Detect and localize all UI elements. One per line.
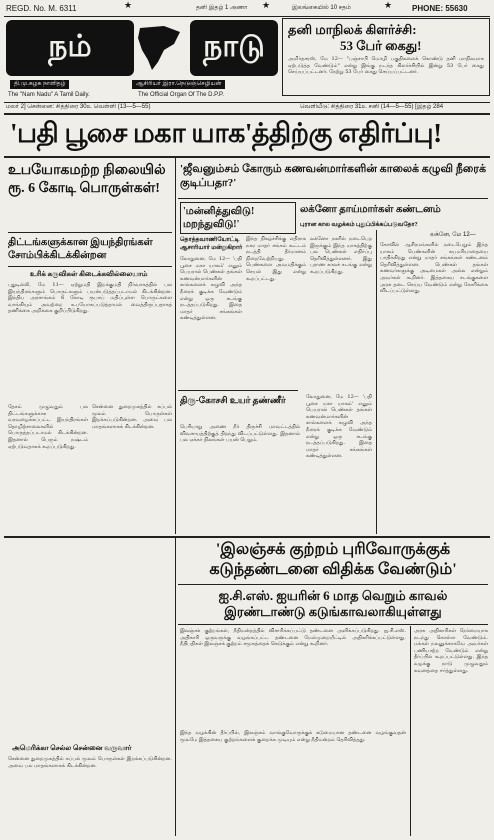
left-article-body-2: தேசம் முழுவதும் பல திட்டங்களுக்காக வரவழைக்கப்பட்ட இயந்திரங்கள் தொழிற்சாலைகளில் பொருத்தப்படாமல் கிடக்கின்றன. இதனால் பெரும் நஷ்டம் ஏற்படுவதாகக் கூறப்படுகிறது. bbox=[8, 404, 88, 450]
main-headline: 'பதி பூசை மகா யாக'த்திற்கு எதிர்ப்பு! bbox=[10, 118, 442, 148]
divider bbox=[4, 102, 490, 103]
divider bbox=[178, 390, 298, 391]
left-headline: உபயோகமற்ற நிலையில் ரூ. 6 கோடி பொருள்கள்! bbox=[8, 163, 166, 196]
center-col-a-headline: தொத்தவாணியோட்டி ஆசாரியார் மன்றுகிறார் bbox=[180, 237, 243, 251]
divider bbox=[4, 156, 490, 158]
right-article-body: கோவில் ஆசிரமங்களில் நடைபெறும் இந்த யாகம் பெண்களின் சுயமரியாதையை பாதிக்கிறது என்று மாதர் சங்கங்கள் கண்டனம் தெரிவித்துள்ளன. பெண்கள் தங்கள் கணவர்களுக்கு அடிமைகள் அல்ல என்றும் அவர்கள் கூறினர். இத்தகைய சடங்குகளை அரசு தடை செய்ய வேண்டும் என்று கோரிக்கை விடப்பட்டுள்ளது. bbox=[380, 242, 488, 295]
ceylon-price-label: இலங்கையில் 10 சதம் bbox=[292, 5, 351, 11]
top-box-headline-2: 53 பேர் கைது! bbox=[340, 38, 422, 53]
divider bbox=[4, 536, 490, 538]
lower-headline: 'இலஞ்சக் குற்றம் புரிவோருக்குக் கடுந்தண்டனை விதிக்க வேண்டும்' bbox=[209, 541, 457, 578]
masthead-logo-right: நாடு bbox=[190, 20, 278, 76]
top-box-headline-1: தனி மாநிலக் கிளர்ச்சி: bbox=[288, 22, 417, 37]
lower-article-body: இலஞ்சக் குற்றங்கள், நீதிமன்றத்தில் விசாரிக்கப்பட்டு தண்டனை அளிக்கப்படுகிறது. ஐ.சி.எஸ். அதிகாரி ஒருவருக்கு வழங்கப்பட்ட தண்டனை மேல்முறையீட்டில் அதிகரிக்கப்பட்டுள்ளது. நீதிபதிகள் இலஞ்சக் குற்றம் சமூகத்தைக் கெடுக்கும் என்று கூறினர். bbox=[180, 628, 406, 648]
center-subheadline-2: லக்னோ தாய்மார்கள் கண்டனம் bbox=[300, 204, 441, 215]
divider bbox=[178, 198, 488, 199]
divider bbox=[178, 584, 488, 585]
divider bbox=[8, 232, 172, 233]
center-col-a-body: லோதுனை, மே 12— 'பதி பூசை மகா யாகம்' எனும் பெயரால் பெண்கள் தங்கள் கணவன்மார்களின் கால்களைக் கழுவி அந்த நீரைக் குடிக்க வேண்டும் என்று ஒரு சடங்கு நடத்தப்படுகிறது. இதை மாதர் சங்கங்கள் கண்டித்துள்ளன. bbox=[180, 256, 242, 322]
left-article-body-3: சென்னை துறைமுகத்தில் கப்பல் மூலம் பொருள்கள் இறக்கப்படுகின்றன. அவை பல மாதங்களாகக் கிடக்கின்றன. bbox=[92, 404, 172, 430]
left-subheadline: திட்டங்களுக்கான இயந்திரங்கள் சோம்பிக்கிடக்கின்றன bbox=[8, 237, 153, 261]
divider bbox=[4, 113, 490, 115]
star-icon: ★ bbox=[262, 1, 271, 11]
column-rule bbox=[376, 230, 377, 534]
right-dateline: லக்னே, மே 12— bbox=[430, 232, 476, 238]
center-col-c-body-2: லோதுனை, மே 12— 'பதி பூசை மகா யாகம்' எனும் பெயரால் பெண்கள் தங்கள் கணவன்மார்களின் கால்களைக் கழுவி அந்த நீரைக் குடிக்க வேண்டும் என்று ஒரு சடங்கு நடத்தப்படுகிறது. இதை மாதர் சங்கங்கள் கண்டித்துள்ளன. bbox=[306, 394, 372, 460]
lower-article-body-2: இந்த வழக்கின் தீர்ப்பில், இலஞ்சம் வாங்குவோருக்குக் கடுமையான தண்டனை வழங்குவதன் மூலமே இத்தகைய குற்றங்களைக் குறைக்க முடியும் என்று நீதிமன்றம் தெரிவித்தது. bbox=[180, 730, 406, 743]
divider bbox=[4, 16, 490, 17]
map-emblem-icon bbox=[134, 24, 190, 74]
column-rule bbox=[410, 626, 411, 836]
lower-right-body: அரசு அதிகாரிகள் நேர்மையாக நடந்து கொள்ள வேண்டும். மக்கள் நலனுக்காகவே அவர்கள் பணியாற்ற வேண்டும் என்று தீர்ப்பில் கூறப்பட்டுள்ளது. இந்த வழக்கு நாடு முழுவதும் கவனத்தை ஈர்த்துள்ளது. bbox=[414, 628, 488, 674]
registration-number: REGD. No. M. 6311 bbox=[6, 4, 77, 13]
party-tagline: தி.மு.கழக நாளிதழ் bbox=[10, 80, 69, 89]
center-subheadline: 'மன்னித்துவிடு! மறந்துவிடு!' bbox=[180, 202, 296, 234]
dateline-left: மலர் 2] சென்னை: சித்திரை 30உ வெள்ளி (13—5—55) bbox=[6, 104, 151, 110]
editor-tagline: ஆசிரியர் இரா.நெடுஞ்செழியன் bbox=[132, 80, 225, 89]
center-kicker: புரான கால வழக்கம் புதுப்பிக்கப்படுவதோ? bbox=[300, 222, 418, 228]
divider bbox=[8, 266, 172, 267]
column-rule bbox=[175, 158, 176, 534]
english-tagline-right: The Official Organ Of The D.P.P. bbox=[138, 92, 224, 98]
lower-subheadline: ஐ.சி.எஸ். ஐயரின் 6 மாத வெறும் காவல் இரண்டாண்டு கடுங்காவலாகியுள்ளது bbox=[218, 588, 448, 619]
star-icon: ★ bbox=[384, 1, 393, 11]
english-tagline-left: The "Nam Nadu" A Tamil Daily. bbox=[8, 92, 90, 98]
top-box-body: அமிர்தசரஸ், மே 12— "பஞ்சாபி மொழி பகுதிகளைக் கொண்டு தனி மாநிலமாக ஏற்படுத்த வேண்டும்" என்று இங்கு நடந்த கிளர்ச்சியில் இன்று 53 பேர் கைது செய்யப்பட்டனர். நேற்று 53 பேர் கைது செய்யப்பட்டனர். bbox=[288, 56, 484, 76]
left-kicker: உரிக் கருவிகள் கிடைக்கவில்லையாம் bbox=[30, 270, 148, 278]
masthead-logo-left: நம் bbox=[6, 20, 134, 76]
center-col-c-body: லக்னோ நகரில் நடைபெற இருக்கும் இந்த யாகத்திற்கு பல பெண்கள் எதிர்ப்பு தெரிவித்துள்ளனர். இது புராண காலச் சடங்கு என்று கூறப்படுகிறது. bbox=[310, 236, 372, 275]
left-small-headline: அமெரிக்கா செல்ல சென்னை வருவார் bbox=[12, 744, 132, 752]
tiruk-body: பெரியாறு அணை நீர் திருச்சி மாவட்டத்தில் விவசாயத்திற்குத் திறந்து விடப்பட்டுள்ளது. இதனால் பல ஏக்கர் நிலங்கள் பயன் பெறும். bbox=[180, 424, 300, 444]
left-bottom-body: சென்னை துறைமுகத்தில் கப்பல் மூலம் பொருள்கள் இறக்கப்படுகின்றன. அவை பல மாதங்களாகக் கிடக்கின்றன. bbox=[8, 756, 172, 769]
phone-number: PHONE: 55630 bbox=[412, 4, 468, 13]
dateline-right: வெளியீடு: சித்திரை 31உ சனி (14—5—55) [இதழ் 284 bbox=[300, 104, 444, 110]
divider bbox=[178, 624, 488, 625]
left-article-body: புதுடில்லி, மே 11— ஏற்றுமதி இறக்குமதி நிர்வாகத்தில் பல இயந்திரங்களும் பொருட்களும் பயன்படுத்தப்படாமல் கிடக்கின்றன. இந்திய அரசாங்கம் 6 கோடி ரூபாய் மதிப்புள்ள பொருட்களை வாங்கியும் அவற்றை உபயோகப்படுத்தாமல் வைத்திருப்பதாகத் தணிக்கை அறிக்கை குறிப்பிடுகிறது. bbox=[8, 282, 172, 315]
center-col-b-body: இந்த நிகழ்ச்சிக்கு எதிராக நகர மாதர் சங்கம் கூட்டம் நடத்தி தீர்மானம் நிறைவேற்றியது. பெண்களை அவமதிக்கும் செயல் இது என்று கூறப்பட்டது. bbox=[246, 236, 306, 282]
center-headline: 'ஜீவனும்சம் கோரும் கணவன்மார்களின் காலைக் கழுவி நீரைக் குடிப்பதா?' bbox=[180, 163, 486, 189]
column-rule bbox=[175, 538, 176, 836]
price-label: தனி இதழ் 1 அணா bbox=[196, 5, 248, 11]
star-icon: ★ bbox=[124, 1, 133, 11]
tiruk-headline: திரு-கோசசி உயர் தண்ணீர் bbox=[180, 395, 286, 405]
